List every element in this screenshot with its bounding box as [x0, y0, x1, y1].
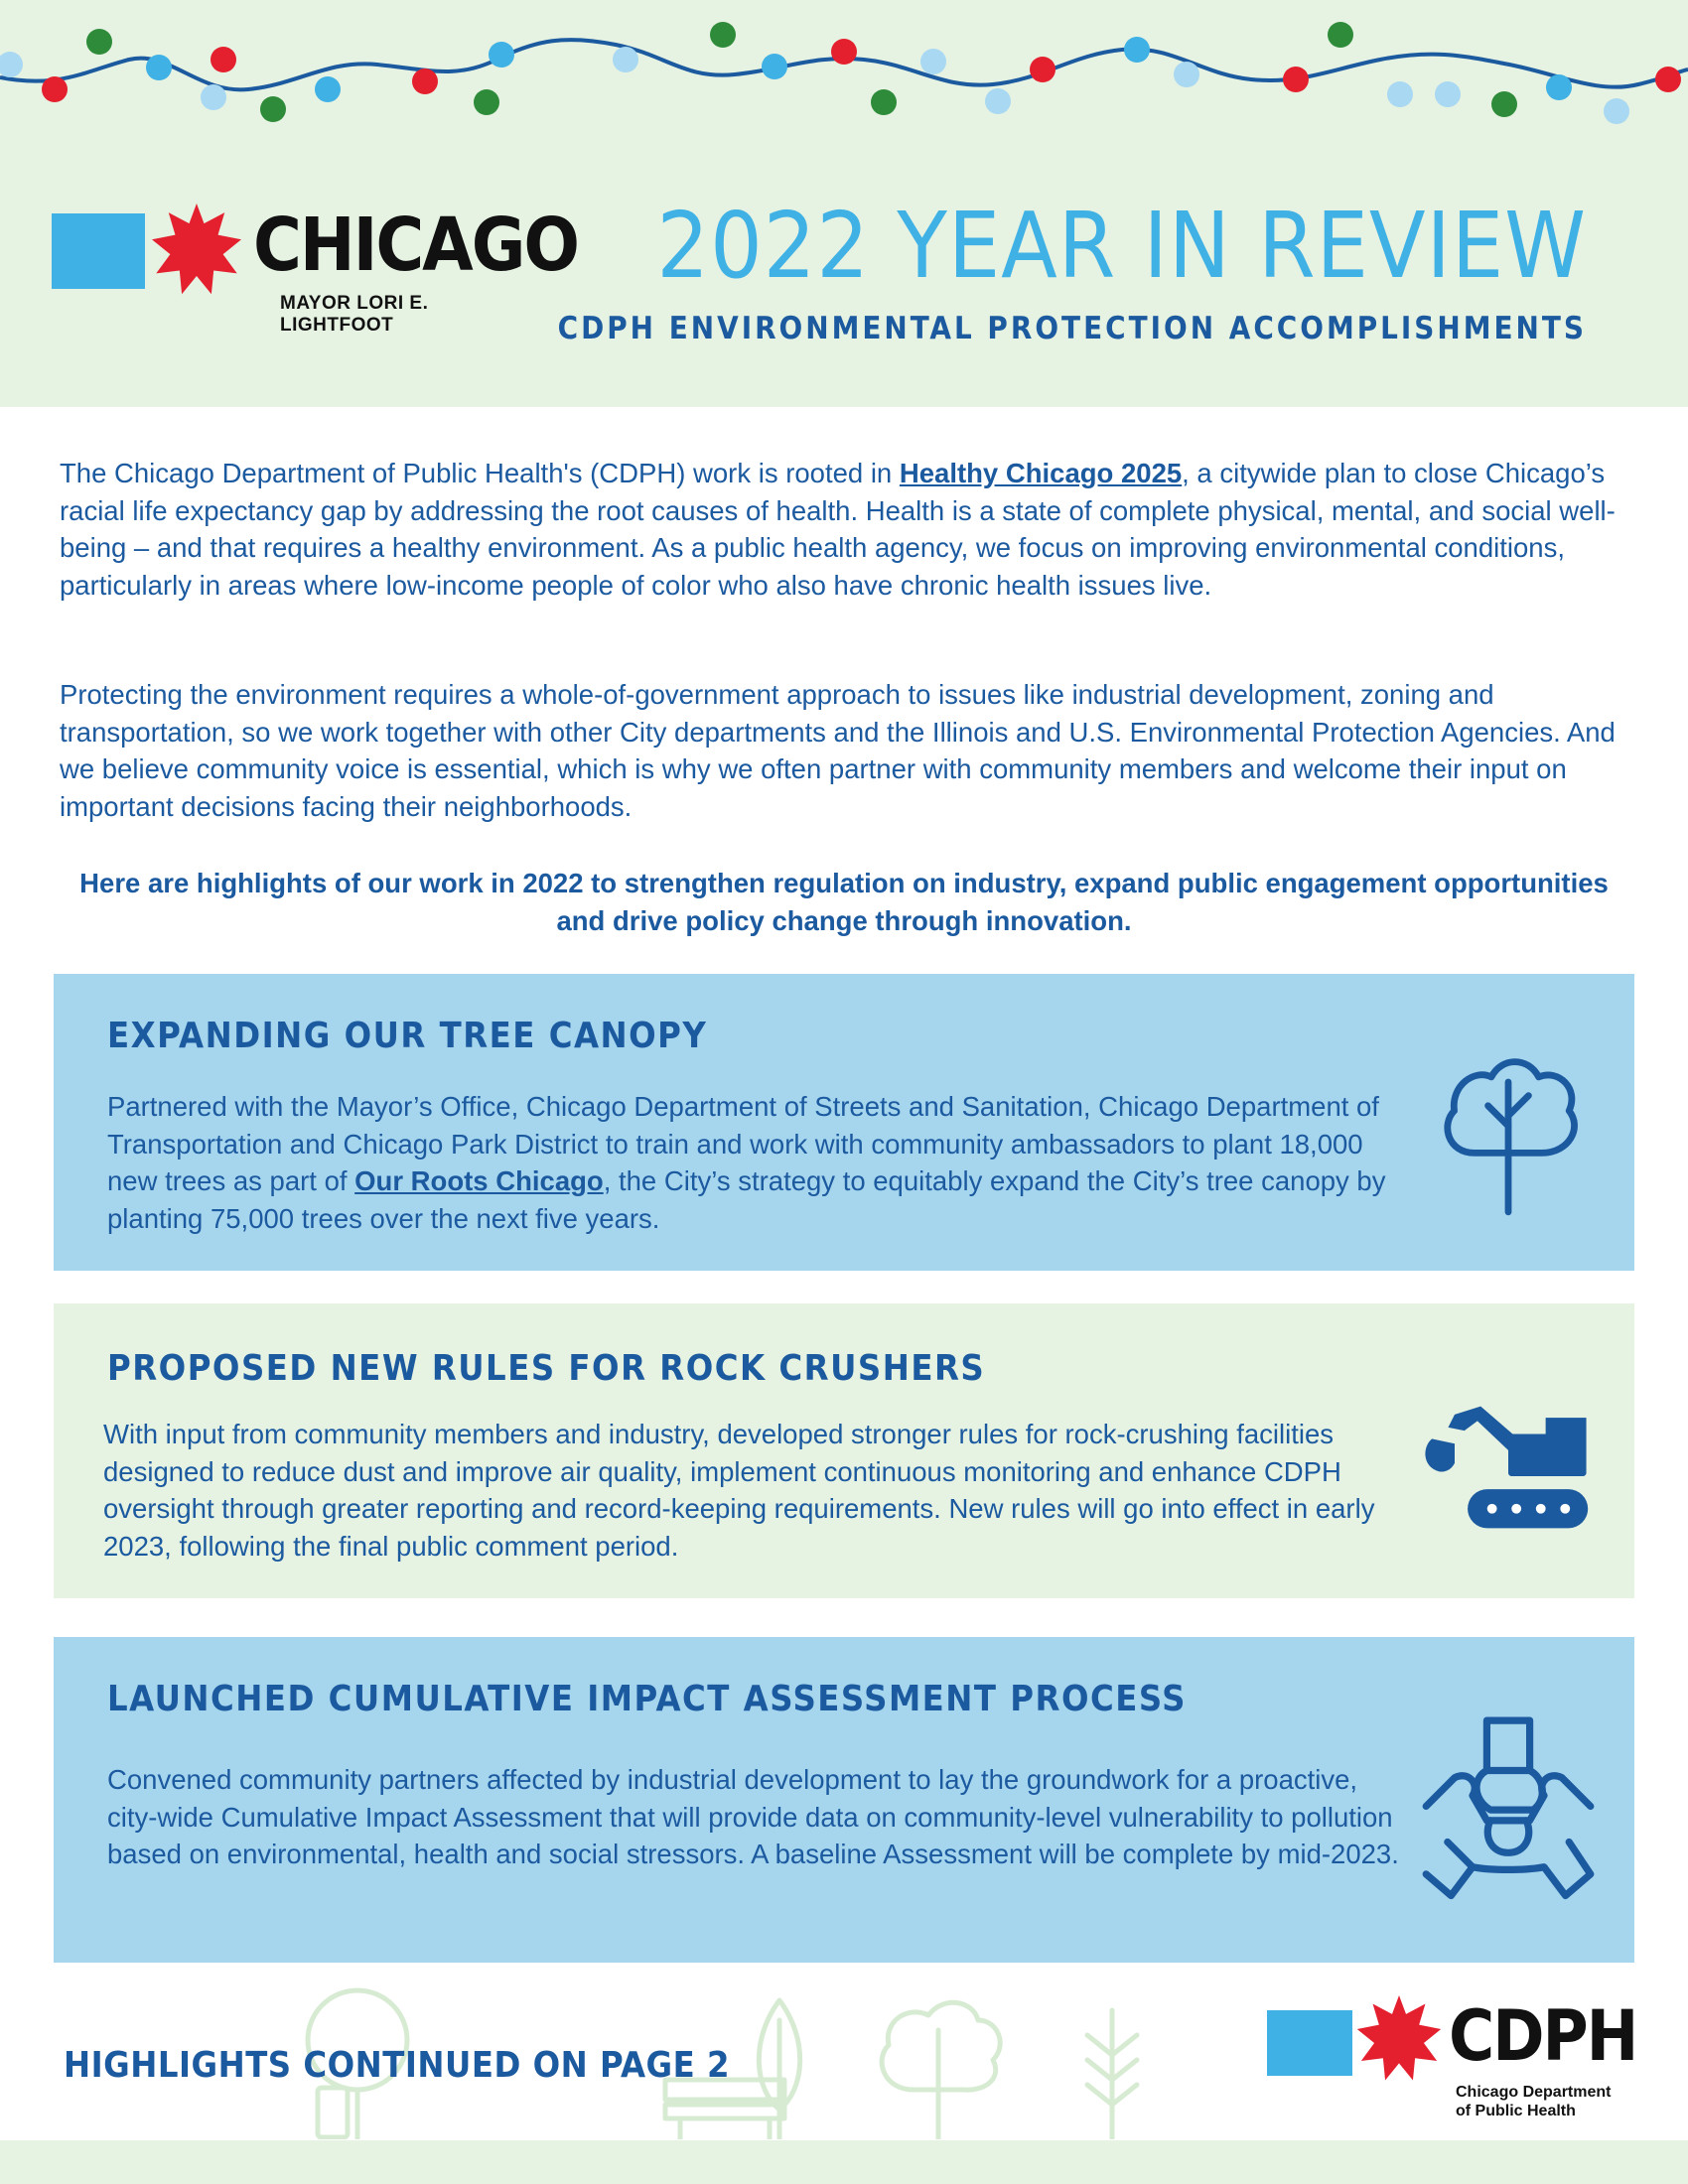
card-title: PROPOSED NEW RULES FOR ROCK CRUSHERS [107, 1348, 986, 1389]
highlights-statement: Here are highlights of our work in 2022 to strengthen regulation on industry, expand public engagement opportunities and drive policy change through innovation. [79, 868, 1609, 936]
logo-wordmark: CHICAGO [253, 203, 578, 288]
flag-square-icon [1267, 2010, 1352, 2076]
continued-note: HIGHLIGHTS CONTINUED ON PAGE 2 [64, 2045, 731, 2086]
cdph-subtitle-line: of Public Health [1456, 2103, 1576, 2119]
card-body: Convened community partners affected by industrial development to lay the groundwork for a proactive, city-wide Cumulative Impact Assessment that will provide data on community-level vulnerability to pollution based on environmental, health and social stressors. A baseline Assessment will be complete by mid-2023. [107, 1764, 1399, 1869]
page-subtitle: CDPH ENVIRONMENTAL PROTECTION ACCOMPLISHMENTS [557, 311, 1587, 346]
card-tree-canopy [54, 974, 1634, 1271]
cdph-subtitle [1456, 2083, 1611, 2120]
our-roots-chicago-link[interactable]: Our Roots Chicago [354, 1165, 604, 1196]
intro-text: , a citywide plan to close Chicago’s racial life expectancy gap by addressing the root causes of health. Health is a state of complete physical, mental, and social well-being – and that requires a healthy environment. As a public health agency, we focus on improving environmental conditions, particularly in areas where low-income people of color who also have chronic health issues live. [60, 458, 1616, 601]
hands-icon [1419, 1716, 1598, 1905]
card-title: EXPANDING OUR TREE CANOPY [107, 1016, 708, 1056]
page-title: 2022 YEAR IN REVIEW [656, 193, 1587, 299]
intro-text: The Chicago Department of Public Health's (CDPH) work is rooted in [60, 458, 900, 488]
cdph-wordmark: CDPH [1449, 1995, 1637, 2077]
card-text: Partnered with the Mayor’s Office, Chicago Department of Streets and Sanitation, Chicago Department of Transportation and Chicago Park District to train and work with community ambassadors to plant 18,000 new trees as part of [107, 1091, 1379, 1196]
card-rock-crushers [54, 1303, 1634, 1598]
card-cumulative-impact [54, 1637, 1634, 1963]
chicago-star-icon [149, 204, 244, 299]
chicago-star-icon [1354, 1995, 1444, 2085]
healthy-chicago-link[interactable]: Healthy Chicago 2025 [899, 458, 1183, 488]
excavator-icon [1419, 1398, 1598, 1537]
header-banner [0, 0, 1688, 407]
chicago-logo [52, 203, 578, 336]
cdph-logo [1267, 1990, 1654, 2129]
card-text: , the City’s strategy to equitably expand the City’s tree canopy by planting 75,000 trees over the next five years. [107, 1165, 1386, 1234]
footer-strip [0, 2140, 1688, 2184]
intro-paragraph-2: Protecting the environment requires a whole-of-government approach to issues like industrial development, zoning and transportation, so we work together with other City departments and the Illinois and U.S. Environmental Protection Agencies. And we believe community voice is essential, which is why we often partner with community members and welcome their input on important decisions facing their neighborhoods. [60, 679, 1616, 822]
holiday-lights-decoration [0, 0, 1688, 139]
card-title: LAUNCHED CUMULATIVE IMPACT ASSESSMENT PROCESS [107, 1679, 1187, 1719]
cdph-subtitle-line: Chicago Department [1456, 2084, 1612, 2101]
intro-paragraph-1 [60, 455, 1628, 604]
logo-subtitle: MAYOR LORI E. LIGHTFOOT [280, 293, 429, 336]
tree-icon [1424, 1048, 1593, 1217]
card-body: With input from community members and industry, developed stronger rules for rock-crushing facilities designed to reduce dust and improve air quality, implement continuous monitoring and enhance CDPH oversight through greater reporting and record-keeping requirements. New rules will go into effect in early 2023, following the final public comment period. [103, 1419, 1375, 1562]
card-body [107, 1088, 1408, 1237]
flag-square-icon [52, 213, 145, 289]
